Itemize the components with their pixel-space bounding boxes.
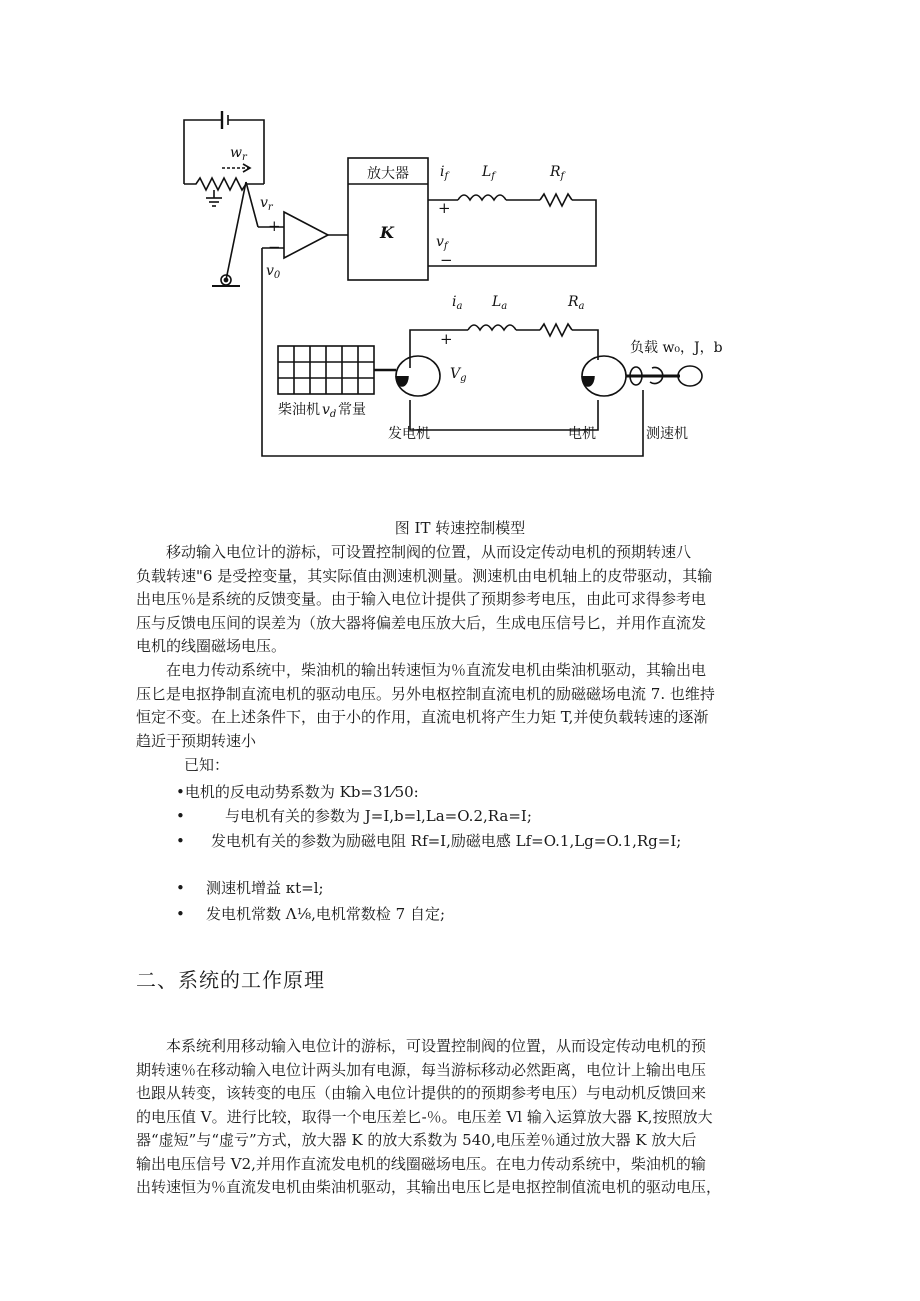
list-item	[176, 805, 532, 826]
paragraph-line: 负载转速"6 是受控变量，其实际值由测速机测量。测速机由电机轴上的皮带驱动，其输	[136, 566, 713, 585]
label-ia: $i_a$	[452, 294, 463, 312]
list-item	[176, 830, 681, 851]
label-Ra: $R_a$	[568, 294, 585, 312]
paragraph-line: 期转速％在移动输入电位计两头加有电源，每当游标移动必然距离，电位计上输出电压	[136, 1060, 707, 1079]
bullet-text: 发电机有关的参数为励磁电阻 Rf=I,励磁电感 Lf=O.1,Lg=O.1,Rg=I;	[211, 832, 682, 850]
paragraph-line: 也跟从转变，该转变的电压（由输入电位计提供的的预期参考电压）与电动机反馈回来	[136, 1084, 707, 1102]
section-title: 二、系统的工作原理	[136, 968, 325, 992]
paragraph-line: 出转速恒为％直流发电机由柴油机驱动，其输出电压匕是电抠控制值流电机的驱动电压，	[136, 1178, 722, 1196]
paragraph-2	[136, 659, 796, 753]
label-v0: $v_0$	[266, 263, 281, 281]
constant-label: 常量	[338, 402, 366, 418]
label-Rf: $R_f$	[550, 164, 565, 182]
bullet-text: 发电机常数 Λ⅛,电机常数检 7 自定;	[206, 905, 446, 923]
label-if: $i_f$	[440, 164, 449, 182]
label-Lf: $L_f$	[482, 164, 495, 182]
bullet-mark: •	[176, 905, 185, 923]
paragraph-line: 趋近于预期转速小	[136, 731, 257, 750]
paragraph-line: 压匕是电抠挣制直流电机的驱动电压。另外电枢控制直流电机的励磁磁场电流 7. 也维持	[136, 684, 715, 703]
paragraph-line: 电机的线圈磁场电压。	[136, 637, 287, 655]
bullet-text: 电机的反电动势系数为 Kb=31⁄50:	[184, 783, 419, 801]
bullet-text: 与电机有关的参数为 J=I,b=l,La=O.2,Ra=I;	[225, 807, 532, 825]
gain-label: K	[380, 223, 394, 242]
label-minus-input: −	[268, 238, 281, 256]
generator-label: 发电机	[388, 426, 430, 442]
label-wr: $w_r$	[230, 145, 247, 163]
load-label: 负载 w₀，J，b	[630, 340, 723, 356]
paragraph-line: 器“虚短”与“虚亏”方式，放大器 K 的放大系数为 540,电压差％通过放大器 K 放大后	[136, 1131, 697, 1149]
diesel-label: 柴油机	[278, 402, 320, 418]
label-vd: $v_d$	[322, 402, 337, 420]
bullet-mark: •	[176, 832, 185, 850]
tachometer-label: 测速机	[646, 426, 688, 442]
list-item	[176, 877, 324, 898]
paragraph-1	[136, 541, 796, 659]
paragraph-line: 输出电压信号 V2,并用作直流发电机的线圈磁场电压。在电力传动系统中，柴油机的输	[136, 1154, 706, 1173]
bullet-mark: •	[176, 807, 185, 825]
bullet-mark: •	[176, 879, 185, 897]
known-heading: 已知：	[184, 756, 230, 774]
list-item	[176, 903, 445, 924]
paragraph-line: 恒定不变。在上述条件下，由于小的作用，直流电机将产生力矩 T,并使负载转速的逐渐	[136, 708, 709, 726]
paragraph-line: 本系统利用移动输入电位计的游标，可设置控制阀的位置，从而设定传动电机的预	[136, 1037, 707, 1055]
label-Vg: $V_g$	[450, 366, 467, 384]
figure-caption: 图 IT 转速控制模型	[394, 519, 526, 537]
label-plus-field: +	[438, 199, 451, 217]
paragraph-3	[136, 1035, 796, 1200]
list-item	[176, 781, 419, 802]
paragraph-line: 压与反馈电压间的误差为（放大器将偏差电压放大后，生成电压信号匕，并用作直流发	[136, 613, 707, 632]
paragraph-line: 在电力传动系统中，柴油机的输出转速恒为％直流发电机由柴油机驱动，其输出电	[136, 661, 707, 679]
label-minus-field: −	[440, 251, 453, 269]
paragraph-line: 出电压％是系统的反馈变量。由于输入电位计提供了预期参考电压，由此可求得参考电	[136, 590, 707, 608]
label-La: $L_a$	[492, 294, 508, 312]
paragraph-line: 移动输入电位计的游标，可设置控制阀的位置，从而设定传动电机的预期转速八	[136, 543, 692, 561]
motor-label: 电机	[568, 426, 596, 442]
label-vr: $v_r$	[260, 195, 273, 213]
bullet-text: 测速机增益 κt=l;	[206, 879, 324, 897]
amplifier-label: 放大器	[367, 166, 409, 182]
label-plus-input: +	[268, 217, 281, 235]
speed-control-diagram	[170, 100, 740, 472]
label-vf: $v_f$	[436, 234, 448, 252]
label-plus-armature: +	[440, 330, 453, 348]
paragraph-line: 的电压值 V。进行比较，取得一个电压差匕-％。电压差 Vl 输入运算放大器 K,按照放大	[136, 1107, 713, 1126]
bullet-mark: •	[176, 783, 185, 801]
